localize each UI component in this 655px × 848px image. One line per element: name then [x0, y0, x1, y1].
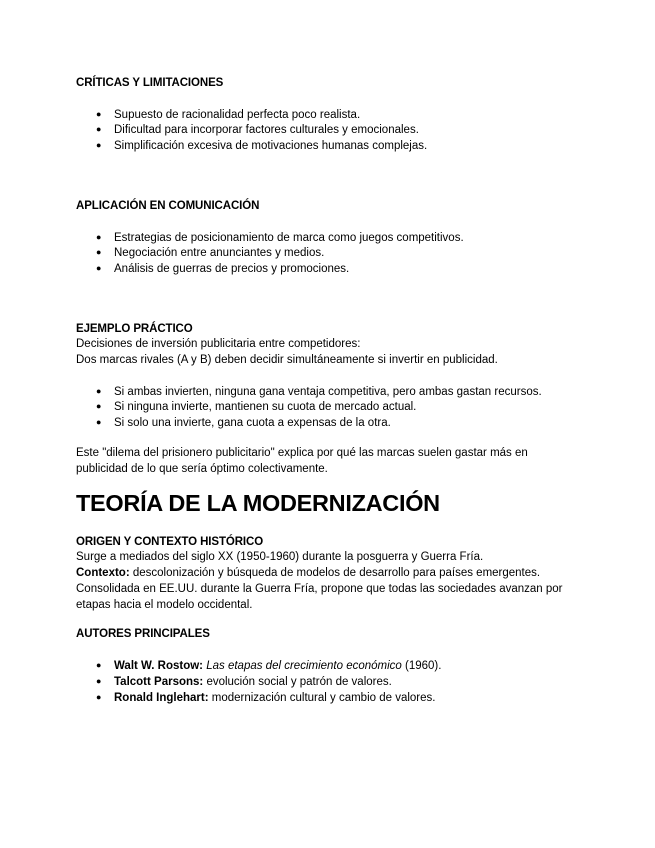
origen-heading: ORIGEN Y CONTEXTO HISTÓRICO	[76, 536, 264, 548]
bullet-icon: ●	[96, 386, 102, 396]
list-item: ● Talcott Parsons: evolución social y patrón de valores.	[96, 676, 392, 688]
bullet-icon: ●	[96, 660, 102, 670]
ejemplo-conclusion: Este "dilema del prisionero publicitario" explica por qué las marcas suelen gastar más en publicidad de lo que sería óptimo colectivamente.	[76, 447, 528, 475]
bullet-icon: ●	[96, 676, 102, 686]
aplicacion-heading: APLICACIÓN EN COMUNICACIÓN	[76, 200, 260, 212]
bullet-icon: ●	[96, 232, 102, 242]
list-item: ● Si ninguna invierte, mantienen su cuota de mercado actual.	[96, 401, 417, 413]
list-item: ● Si solo una invierte, gana cuota a expensas de la otra.	[96, 417, 391, 429]
contexto-label: Contexto:	[76, 567, 130, 579]
list-item: ● Análisis de guerras de precios y promociones.	[96, 263, 350, 275]
bullet-icon: ●	[96, 140, 102, 150]
origen-line3: Consolidada en EE.UU. durante la Guerra Fría, propone que todas las sociedades avanzan por etapas hacia el modelo occidental.	[76, 583, 563, 611]
bullet-icon: ●	[96, 247, 102, 257]
bullet-icon: ●	[96, 124, 102, 134]
list-item: ● Simplificación excesiva de motivaciones humanas complejas.	[96, 140, 428, 152]
list-item: ● Negociación entre anunciantes y medios.	[96, 247, 325, 259]
list-item: ● Supuesto de racionalidad perfecta poco realista.	[96, 109, 361, 121]
list-item: ● Walt W. Rostow: Las etapas del crecimiento económico (1960).	[96, 660, 442, 672]
list-item: ● Si ambas invierten, ninguna gana ventaja competitiva, pero ambas gastan recursos.	[96, 386, 542, 398]
page-title: TEORÍA DE LA MODERNIZACIÓN	[76, 490, 440, 516]
origen-line1: Surge a mediados del siglo XX (1950-1960) durante la posguerra y Guerra Fría.	[76, 551, 484, 563]
list-item: ● Ronald Inglehart: modernización cultural y cambio de valores.	[96, 692, 436, 704]
autores-heading: AUTORES PRINCIPALES	[76, 628, 210, 640]
bullet-icon: ●	[96, 692, 102, 702]
bullet-icon: ●	[96, 263, 102, 273]
origen-contexto: Contexto: descolonización y búsqueda de modelos de desarrollo para países emergentes.	[76, 567, 541, 579]
bullet-icon: ●	[96, 109, 102, 119]
ejemplo-line1: Decisiones de inversión publicitaria entre competidores:	[76, 338, 361, 350]
list-item: ● Dificultad para incorporar factores culturales y emocionales.	[96, 124, 419, 136]
list-item: ● Estrategias de posicionamiento de marca como juegos competitivos.	[96, 232, 464, 244]
bullet-icon: ●	[96, 417, 102, 427]
ejemplo-heading: EJEMPLO PRÁCTICO	[76, 323, 193, 335]
bullet-icon: ●	[96, 401, 102, 411]
ejemplo-line2: Dos marcas rivales (A y B) deben decidir simultáneamente si invertir en publicidad.	[76, 354, 498, 366]
criticas-heading: CRÍTICAS Y LIMITACIONES	[76, 77, 224, 89]
